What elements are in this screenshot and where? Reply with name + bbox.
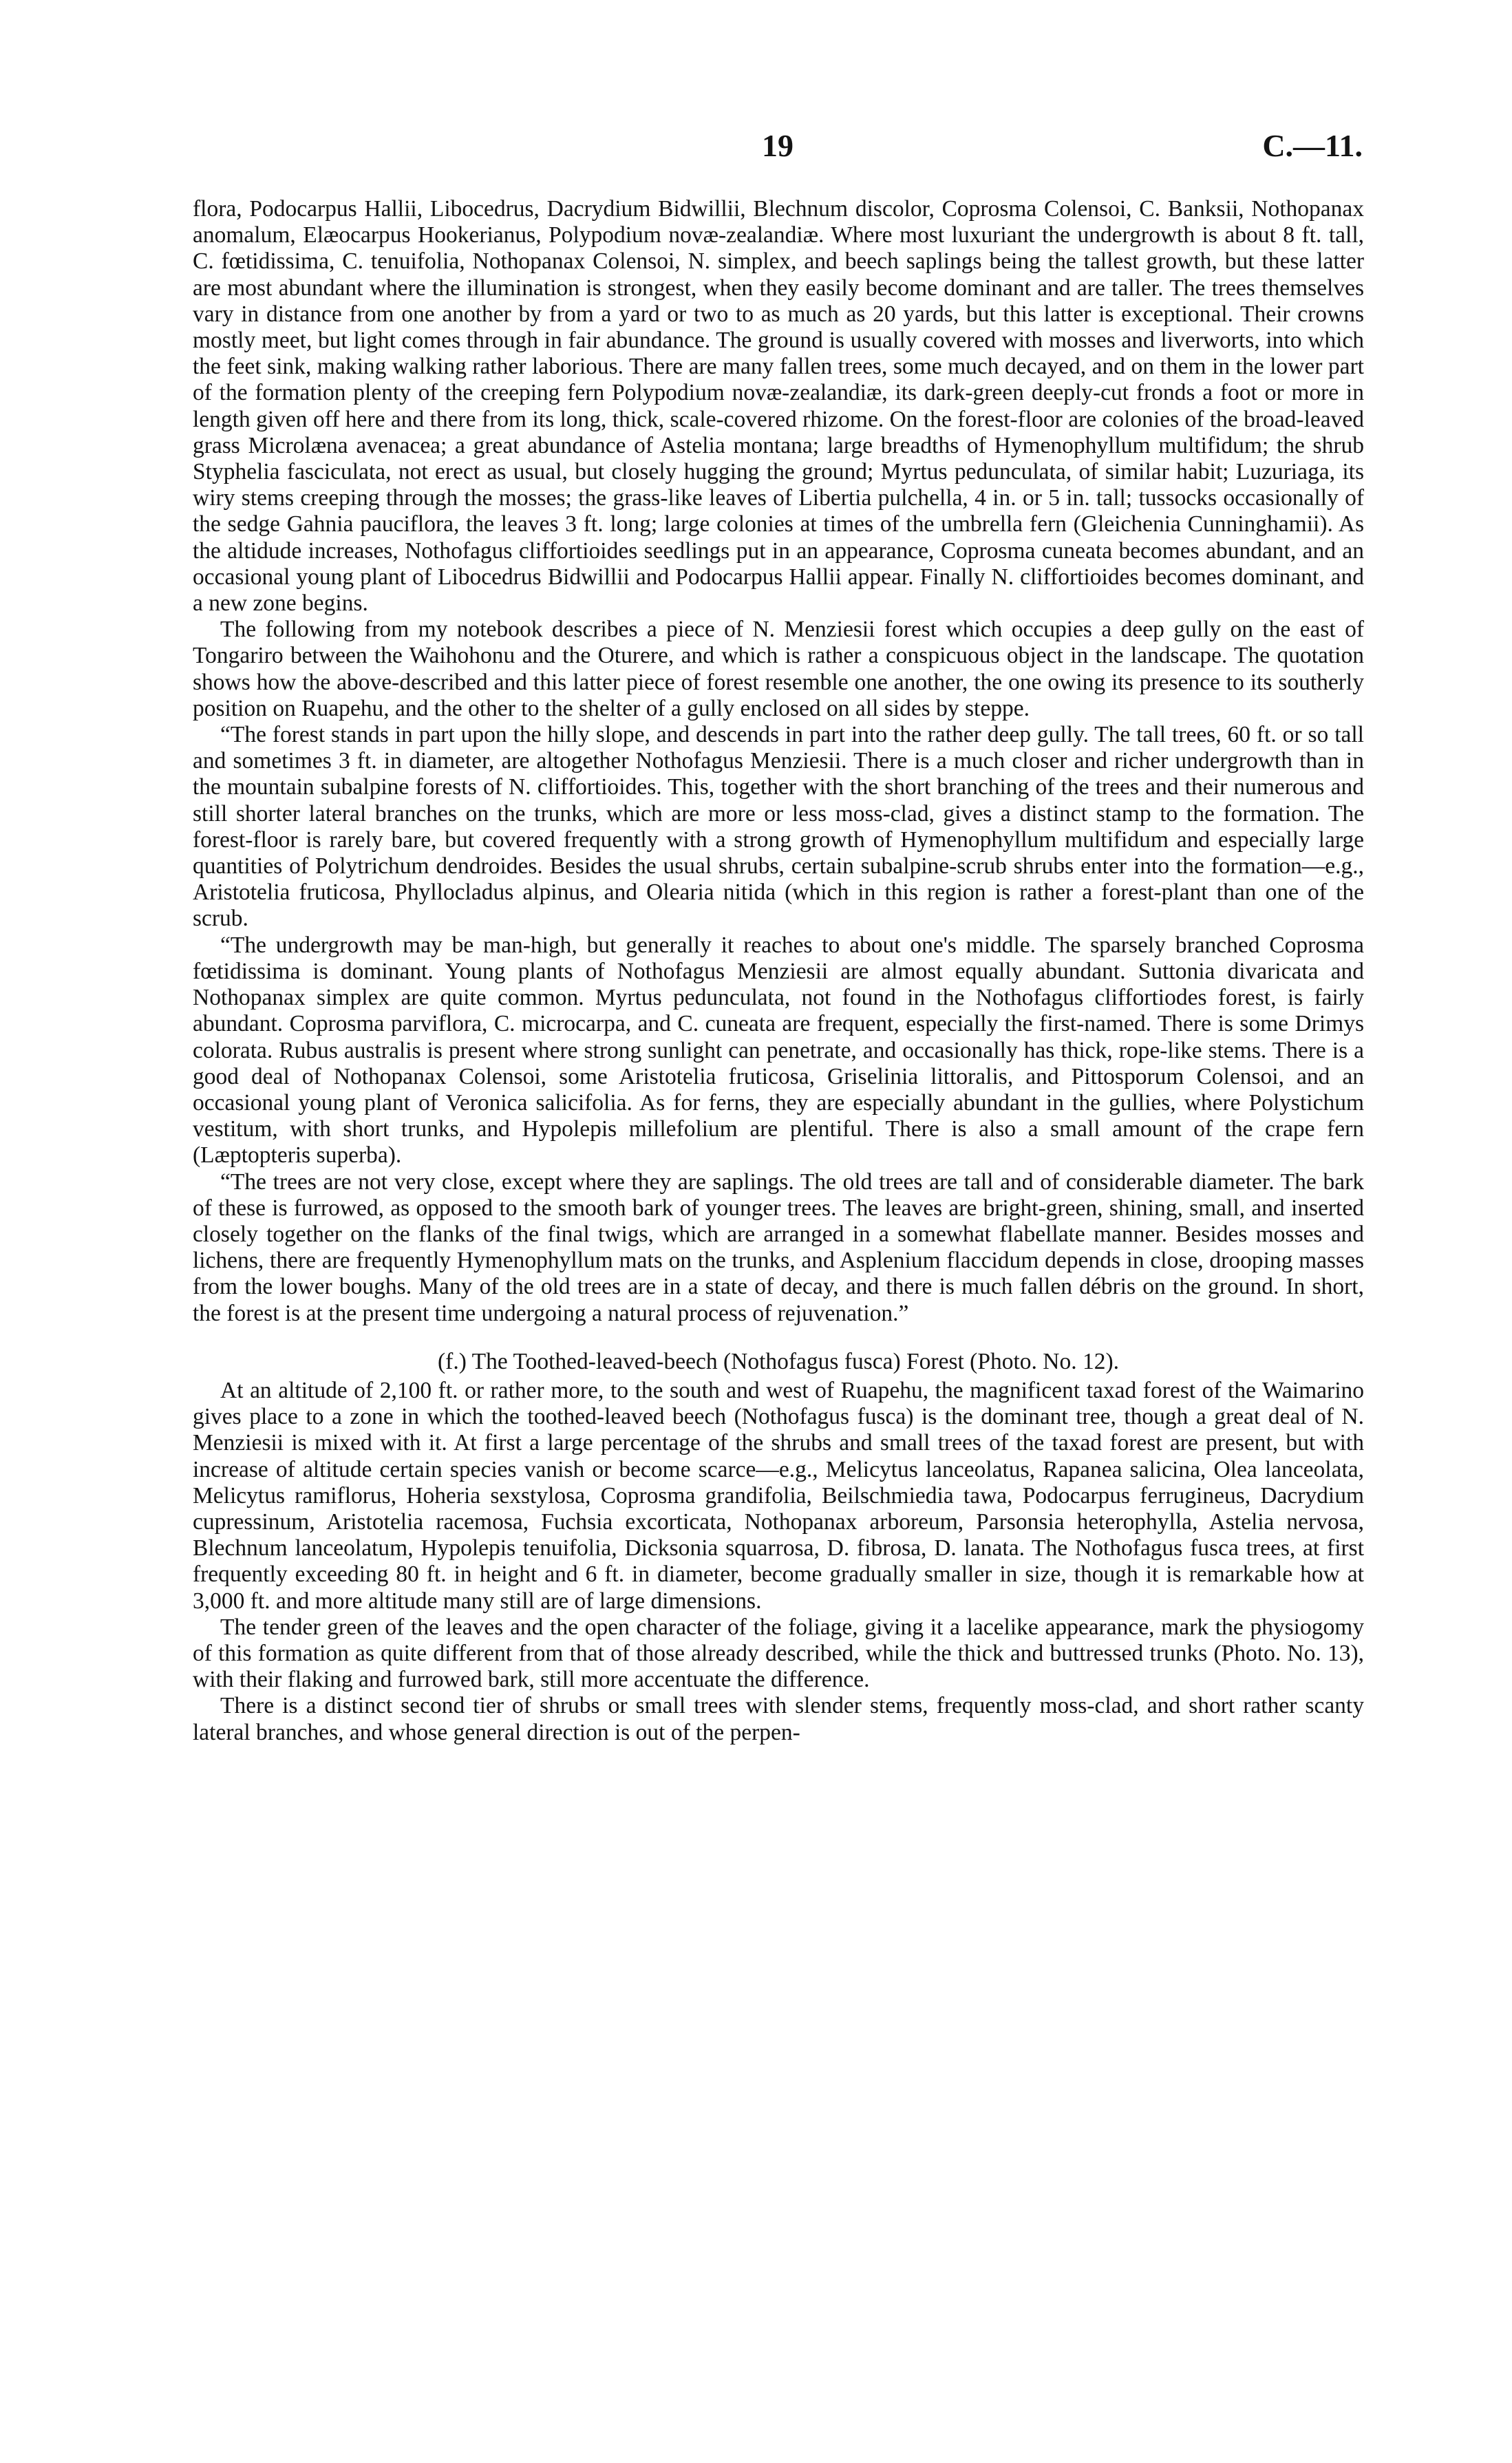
- paragraph: The following from my notebook describes a piece of N. Menziesii forest which occupies a deep gully on the east of Tongariro between the Waihohonu and the Oturere, and which is rather a conspicuous object in the landscape. The quotation shows how the above-described and this latter piece of forest resemble one another, the one owing its presence to its southerly position on Ruapehu, and the other to the shelter of a gully enclosed on all sides by steppe.: [193, 617, 1364, 721]
- section-heading: (f.) The Toothed-leaved-beech (Nothofagus fusca) Forest (Photo. No. 12).: [438, 1348, 1119, 1374]
- paragraph-quotation: “The trees are not very close, except where they are saplings. The old trees are tall and of considerable diameter. The bark of these is furrowed, as opposed to the smooth bark of younger trees. The leaves are bright-green, shining, small, and inserted closely together on the flanks of the final twigs, which are arranged in a somewhat flabellate manner. Besides mosses and lichens, there are frequently Hymenophyllum mats on the trunks, and Asplenium flaccidum depends in close, drooping masses from the lower boughs. Many of the old trees are in a state of decay, and there is much fallen débris on the ground. In short, the forest is at the present time undergoing a natural process of rejuvenation.”: [193, 1169, 1364, 1326]
- paragraph-quotation: “The undergrowth may be man-high, but generally it reaches to about one's middle. The sparsely branched Coprosma fœtidissima is dominant. Young plants of Nothofagus Menziesii are almost equally abundant. Suttonia divaricata and Nothopanax simplex are quite common. Myrtus pedunculata, not found in the Nothofagus cliffortiodes forest, is fairly abundant. Coprosma parviflora, C. microcarpa, and C. cuneata are frequent, especially the first-named. There is some Drimys colorata. Rubus australis is present where strong sunlight can penetrate, and occasionally has thick, rope-like stems. There is a good deal of Nothopanax Colensoi, some Aristotelia fruticosa, Griselinia littoralis, and Pittosporum Colensoi, and an occasional young plant of Veronica salicifolia. As for ferns, they are especially abundant in the gullies, where Polystichum vestitum, with short trunks, and Hypolepis millefolium are plentiful. There is also a small amount of the crape fern (Læptopteris superba).: [193, 932, 1364, 1169]
- body-text: [193, 196, 1364, 1746]
- paragraph: flora, Podocarpus Hallii, Libocedrus, Dacrydium Bidwillii, Blechnum discolor, Coprosma Colensoi, C. Banksii, Nothopanax anomalum, Elæocarpus Hookerianus, Polypodium novæ-zealandiæ. Where most luxuriant the undergrowth is about 8 ft. tall, C. fœtidissima, C. tenuifolia, Nothopanax Colensoi, N. simplex, and beech saplings being the tallest growth, but these latter are most abundant where the illumination is strongest, when they easily become dominant and are taller. The trees themselves vary in distance from one another by from a yard or two to as much as 20 yards, but this latter is exceptional. Their crowns mostly meet, but light comes through in fair abundance. The ground is usually covered with mosses and liverworts, into which the feet sink, making walking rather laborious. There are many fallen trees, some much decayed, and on them in the lower part of the formation plenty of the creeping fern Polypodium novæ-zealandiæ, its dark-green deeply-cut fronds a foot or more in length given off here and there from its long, thick, scale-covered rhizome. On the forest-floor are colonies of the broad-leaved grass Microlæna avenacea; a great abundance of Astelia montana; large breadths of Hymenophyllum multifidum; the shrub Styphelia fasciculata, not erect as usual, but closely hugging the ground; Myrtus pedunculata, of similar habit; Luzuriaga, its wiry stems creeping through the mosses; the grass-like leaves of Libertia pulchella, 4 in. or 5 in. tall; tussocks occasionally of the sedge Gahnia pauciflora, the leaves 3 ft. long; large colonies at times of the umbrella fern (Gleichenia Cunninghamii). As the altidude increases, Nothofagus cliffortioides seedlings put in an appearance, Coprosma cuneata becomes abundant, and an occasional young plant of Libocedrus Bidwillii and Podocarpus Hallii appear. Finally N. cliffortioides becomes dominant, and a new zone begins.: [193, 196, 1364, 617]
- paragraph: The tender green of the leaves and the open character of the foliage, giving it a lacelike appearance, mark the physiogomy of this formation as quite different from that of those already described, while the thick and buttressed trunks (Photo. No. 13), with their flaking and furrowed bark, still more accentuate the difference.: [193, 1614, 1364, 1693]
- page-header: [193, 127, 1363, 175]
- paragraph-quotation: “The forest stands in part upon the hilly slope, and descends in part into the rather deep gully. The tall trees, 60 ft. or so tall and sometimes 3 ft. in diameter, are altogether Nothofagus Menziesii. There is a much closer and richer undergrowth than in the mountain subalpine forests of N. cliffortioides. This, together with the short branching of the trees and their numerous and still shorter lateral branches on the trunks, which are more or less moss-clad, gives a distinct stamp to the formation. The forest-floor is rarely bare, but covered frequently with a strong growth of Hymenophyllum multifidum and especially large quantities of Polytrichum dendroides. Besides the usual shrubs, certain subalpine-scrub shrubs enter into the formation—e.g., Aristotelia fruticosa, Phyllocladus alpinus, and Olearia nitida (which in this region is rather a forest-plant than one of the scrub.: [193, 722, 1364, 932]
- page-number: 19: [762, 128, 794, 163]
- paragraph: At an altitude of 2,100 ft. or rather more, to the south and west of Ruapehu, the magnificent taxad forest of the Waimarino gives place to a zone in which the toothed-leaved beech (Nothofagus fusca) is the dominant tree, though a great deal of N. Menziesii is mixed with it. At first a large percentage of the shrubs and small trees of the taxad forest are present, but with increase of altitude certain species vanish or become scarce—e.g., Melicytus lanceolatus, Rapanea salicina, Olea lanceolata, Melicytus ramiflorus, Hoheria sexstylosa, Coprosma grandifolia, Beilschmiedia tawa, Podocarpus ferrugineus, Dacrydium cupressinum, Aristotelia racemosa, Fuchsia excorticata, Nothopanax arboreum, Parsonsia heterophylla, Astelia nervosa, Blechnum lanceolatum, Hypolepis tenuifolia, Dicksonia squarrosa, D. fibrosa, D. lanata. The Nothofagus fusca trees, at first frequently exceeding 80 ft. in height and 6 ft. in diameter, become gradually smaller in size, though it is remarkable how at 3,000 ft. and more altitude many still are of large dimensions.: [193, 1377, 1364, 1614]
- paragraph: There is a distinct second tier of shrubs or small trees with slender stems, frequently moss-clad, and short rather scanty lateral branches, and whose general direction is out of the perpen-: [193, 1693, 1364, 1745]
- document-reference: C.—11.: [1262, 128, 1363, 163]
